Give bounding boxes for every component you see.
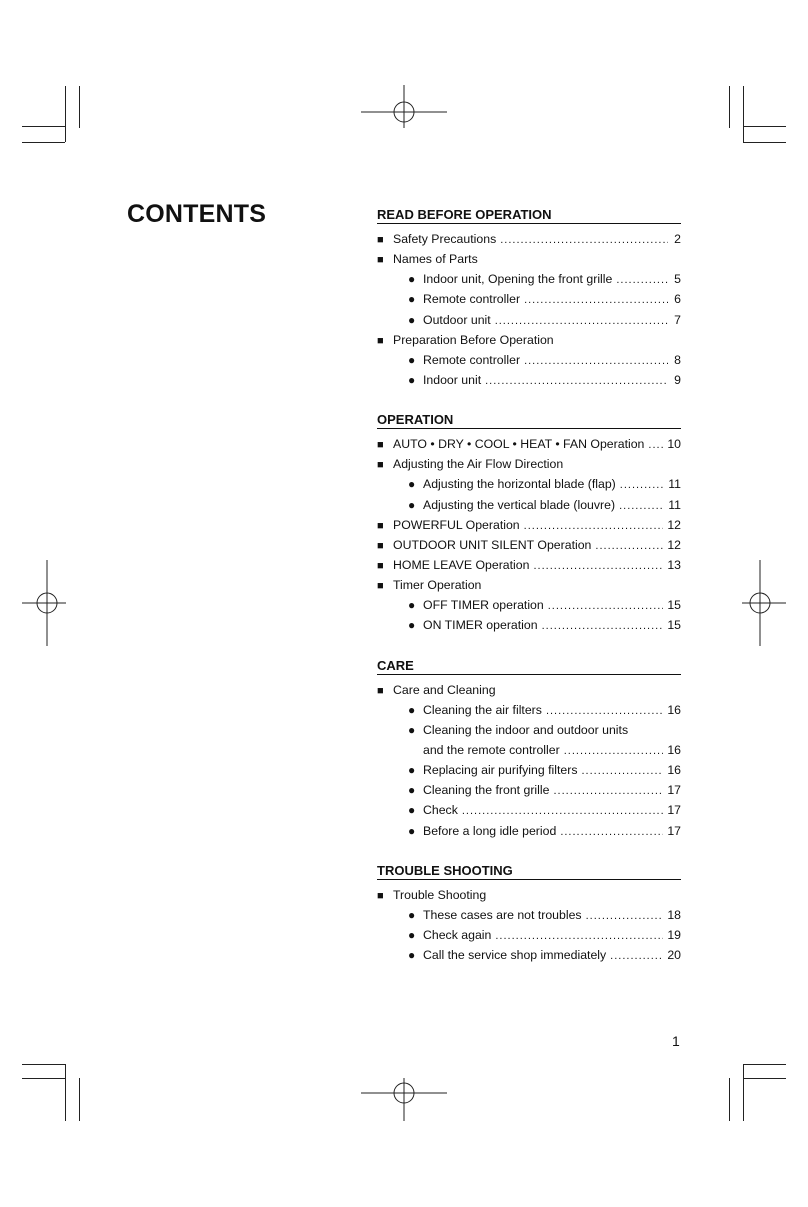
entry-page-number: 8 xyxy=(674,352,681,367)
entry-label: Care and Cleaning xyxy=(393,682,496,697)
toc-entry[interactable] xyxy=(377,350,681,370)
section-heading: TROUBLE SHOOTING xyxy=(377,861,681,880)
toc-entry[interactable] xyxy=(377,720,681,740)
entry-label: Adjusting the horizontal blade (flap) xyxy=(423,477,616,492)
toc-entry[interactable] xyxy=(377,330,681,350)
square-bullet-icon: ■ xyxy=(377,580,384,593)
dot-leader xyxy=(462,801,663,821)
toc-entry[interactable] xyxy=(377,700,681,720)
entry-page-number: 2 xyxy=(674,232,681,246)
round-bullet-icon: ● xyxy=(408,783,416,798)
toc-entry[interactable] xyxy=(377,495,681,515)
round-bullet-icon: ● xyxy=(408,372,416,387)
round-bullet-icon: ● xyxy=(408,763,416,778)
dot-leader xyxy=(524,516,664,536)
entry-page-number: 15 xyxy=(667,598,681,613)
section-heading: READ BEFORE OPERATION xyxy=(377,205,681,224)
entry-label: AUTO • DRY • COOL • HEAT • FAN Operation xyxy=(393,437,645,452)
dot-leader xyxy=(524,290,668,310)
dot-leader xyxy=(619,496,664,516)
round-bullet-icon: ● xyxy=(408,352,416,367)
toc-entry[interactable] xyxy=(377,821,681,841)
dot-leader xyxy=(620,475,664,495)
entry-page-number: 19 xyxy=(667,927,681,942)
entry-label: Outdoor unit xyxy=(423,312,491,327)
section-heading: OPERATION xyxy=(377,410,681,429)
square-bullet-icon: ■ xyxy=(377,684,384,697)
page-number: 1 xyxy=(672,1033,680,1049)
entry-label: These cases are not troubles xyxy=(423,907,582,922)
toc-entry[interactable] xyxy=(377,780,681,800)
entry-page-number: 5 xyxy=(674,272,681,287)
entry-page-number: 6 xyxy=(674,292,681,307)
entry-page-number: 12 xyxy=(667,537,681,552)
entry-page-number: 18 xyxy=(667,907,681,922)
toc-entry[interactable] xyxy=(377,800,681,820)
entry-page-number: 7 xyxy=(674,312,681,327)
toc-entry[interactable] xyxy=(377,680,681,700)
toc-entry[interactable] xyxy=(377,249,681,269)
round-bullet-icon: ● xyxy=(408,272,416,287)
toc-entry[interactable] xyxy=(377,885,681,905)
entry-label: OFF TIMER operation xyxy=(423,598,544,613)
entry-label: Before a long idle period xyxy=(423,823,557,838)
toc-entry[interactable] xyxy=(377,945,681,965)
toc-entry[interactable] xyxy=(377,615,681,635)
entry-label: Timer Operation xyxy=(393,578,482,593)
entry-page-number: 9 xyxy=(674,372,681,387)
toc-entry[interactable] xyxy=(377,229,681,249)
entry-label: Adjusting the vertical blade (louvre) xyxy=(423,497,616,512)
round-bullet-icon: ● xyxy=(408,497,416,512)
crop-mark-top-right xyxy=(730,86,787,143)
square-bullet-icon: ■ xyxy=(377,559,384,572)
round-bullet-icon: ● xyxy=(408,702,416,717)
entry-label: Cleaning the air filters xyxy=(423,702,542,717)
crop-mark-top-left xyxy=(22,86,80,143)
entry-page-number: 20 xyxy=(667,948,681,963)
entry-label: and the remote controller xyxy=(423,742,560,757)
dot-leader xyxy=(616,270,668,290)
entry-page-number: 11 xyxy=(668,497,681,512)
toc-entry[interactable] xyxy=(377,515,681,535)
square-bullet-icon: ■ xyxy=(377,889,384,902)
toc-section xyxy=(377,656,681,841)
entry-label: Preparation Before Operation xyxy=(393,332,554,347)
round-bullet-icon: ● xyxy=(408,948,416,963)
toc-entry[interactable] xyxy=(377,925,681,945)
page-title: CONTENTS xyxy=(127,200,267,228)
dot-leader xyxy=(485,371,668,391)
entry-label: Safety Precautions xyxy=(393,232,497,246)
entry-label: Cleaning the indoor and outdoor units xyxy=(423,722,629,737)
toc-entry[interactable] xyxy=(377,310,681,330)
toc-entry[interactable] xyxy=(377,555,681,575)
square-bullet-icon: ■ xyxy=(377,254,384,267)
entry-label: Check again xyxy=(423,927,492,942)
toc-entry[interactable] xyxy=(377,434,681,454)
registration-mark-left xyxy=(22,560,66,646)
crop-mark-bottom-left xyxy=(22,1064,80,1121)
toc-entry[interactable] xyxy=(377,905,681,925)
toc-entry[interactable] xyxy=(377,535,681,555)
entry-label: Cleaning the front grille xyxy=(423,783,550,798)
entry-label: POWERFUL Operation xyxy=(393,517,520,532)
entry-page-number: 16 xyxy=(667,702,681,717)
dot-leader xyxy=(610,946,663,966)
round-bullet-icon: ● xyxy=(408,312,416,327)
entry-label: Names of Parts xyxy=(393,252,478,267)
entry-label: HOME LEAVE Operation xyxy=(393,557,530,572)
dot-leader xyxy=(546,701,663,721)
dot-leader xyxy=(586,906,664,926)
round-bullet-icon: ● xyxy=(408,618,416,633)
entry-page-number: 15 xyxy=(667,618,681,633)
square-bullet-icon: ■ xyxy=(377,459,384,472)
entry-label: Remote controller xyxy=(423,292,521,307)
entry-page-number: 16 xyxy=(667,742,681,757)
dot-leader xyxy=(542,616,664,636)
square-bullet-icon: ■ xyxy=(377,234,384,246)
square-bullet-icon: ■ xyxy=(377,334,384,347)
square-bullet-icon: ■ xyxy=(377,539,384,552)
toc-section xyxy=(377,861,681,966)
registration-mark-top xyxy=(361,85,447,128)
square-bullet-icon: ■ xyxy=(377,439,384,452)
round-bullet-icon: ● xyxy=(408,907,416,922)
dot-leader xyxy=(495,926,663,946)
toc-entry[interactable] xyxy=(377,760,681,780)
entry-label: Call the service shop immediately xyxy=(423,948,607,963)
registration-mark-right xyxy=(742,560,786,646)
toc-entry[interactable] xyxy=(377,474,681,494)
dot-leader xyxy=(564,741,664,761)
entry-page-number: 16 xyxy=(667,763,681,778)
entry-label: Indoor unit, Opening the front grille xyxy=(423,272,613,287)
entry-page-number: 17 xyxy=(667,803,681,818)
table-of-contents xyxy=(377,205,681,985)
round-bullet-icon: ● xyxy=(408,823,416,838)
entry-page-number: 17 xyxy=(667,823,681,838)
entry-label: Trouble Shooting xyxy=(393,887,487,902)
toc-entry[interactable] xyxy=(377,575,681,595)
dot-leader xyxy=(500,230,668,250)
round-bullet-icon: ● xyxy=(408,803,416,818)
entry-page-number: 17 xyxy=(667,783,681,798)
dot-leader xyxy=(581,761,663,781)
round-bullet-icon: ● xyxy=(408,477,416,492)
entry-label: Remote controller xyxy=(423,352,521,367)
entry-label: Check xyxy=(423,803,458,818)
round-bullet-icon: ● xyxy=(408,722,416,737)
dot-leader xyxy=(495,311,668,331)
dot-leader xyxy=(595,536,663,556)
entry-page-number: 12 xyxy=(667,517,681,532)
entry-label: Replacing air purifying filters xyxy=(423,763,578,778)
toc-entry[interactable] xyxy=(377,454,681,474)
dot-leader xyxy=(533,556,663,576)
toc-section xyxy=(377,205,681,390)
entry-label: Indoor unit xyxy=(423,372,482,387)
round-bullet-icon: ● xyxy=(408,927,416,942)
toc-entry[interactable] xyxy=(377,289,681,309)
toc-entry[interactable] xyxy=(377,269,681,289)
entry-page-number: 13 xyxy=(667,557,681,572)
section-heading: CARE xyxy=(377,656,681,675)
dot-leader xyxy=(553,781,663,801)
entry-label: ON TIMER operation xyxy=(423,618,538,633)
dot-leader xyxy=(548,596,664,616)
dot-leader xyxy=(560,822,663,842)
toc-entry[interactable] xyxy=(377,595,681,615)
square-bullet-icon: ■ xyxy=(377,519,384,532)
dot-leader xyxy=(648,435,663,455)
toc-entry[interactable] xyxy=(377,370,681,390)
entry-page-number: 10 xyxy=(667,437,681,452)
round-bullet-icon: ● xyxy=(408,598,416,613)
entry-page-number: 11 xyxy=(668,477,681,492)
toc-entry[interactable] xyxy=(377,740,681,760)
entry-label: OUTDOOR UNIT SILENT Operation xyxy=(393,537,592,552)
dot-leader xyxy=(524,351,668,371)
round-bullet-icon: ● xyxy=(408,292,416,307)
registration-mark-bottom xyxy=(361,1078,447,1121)
crop-mark-bottom-right xyxy=(730,1064,787,1121)
entry-label: Adjusting the Air Flow Direction xyxy=(393,457,564,472)
toc-section xyxy=(377,410,681,635)
